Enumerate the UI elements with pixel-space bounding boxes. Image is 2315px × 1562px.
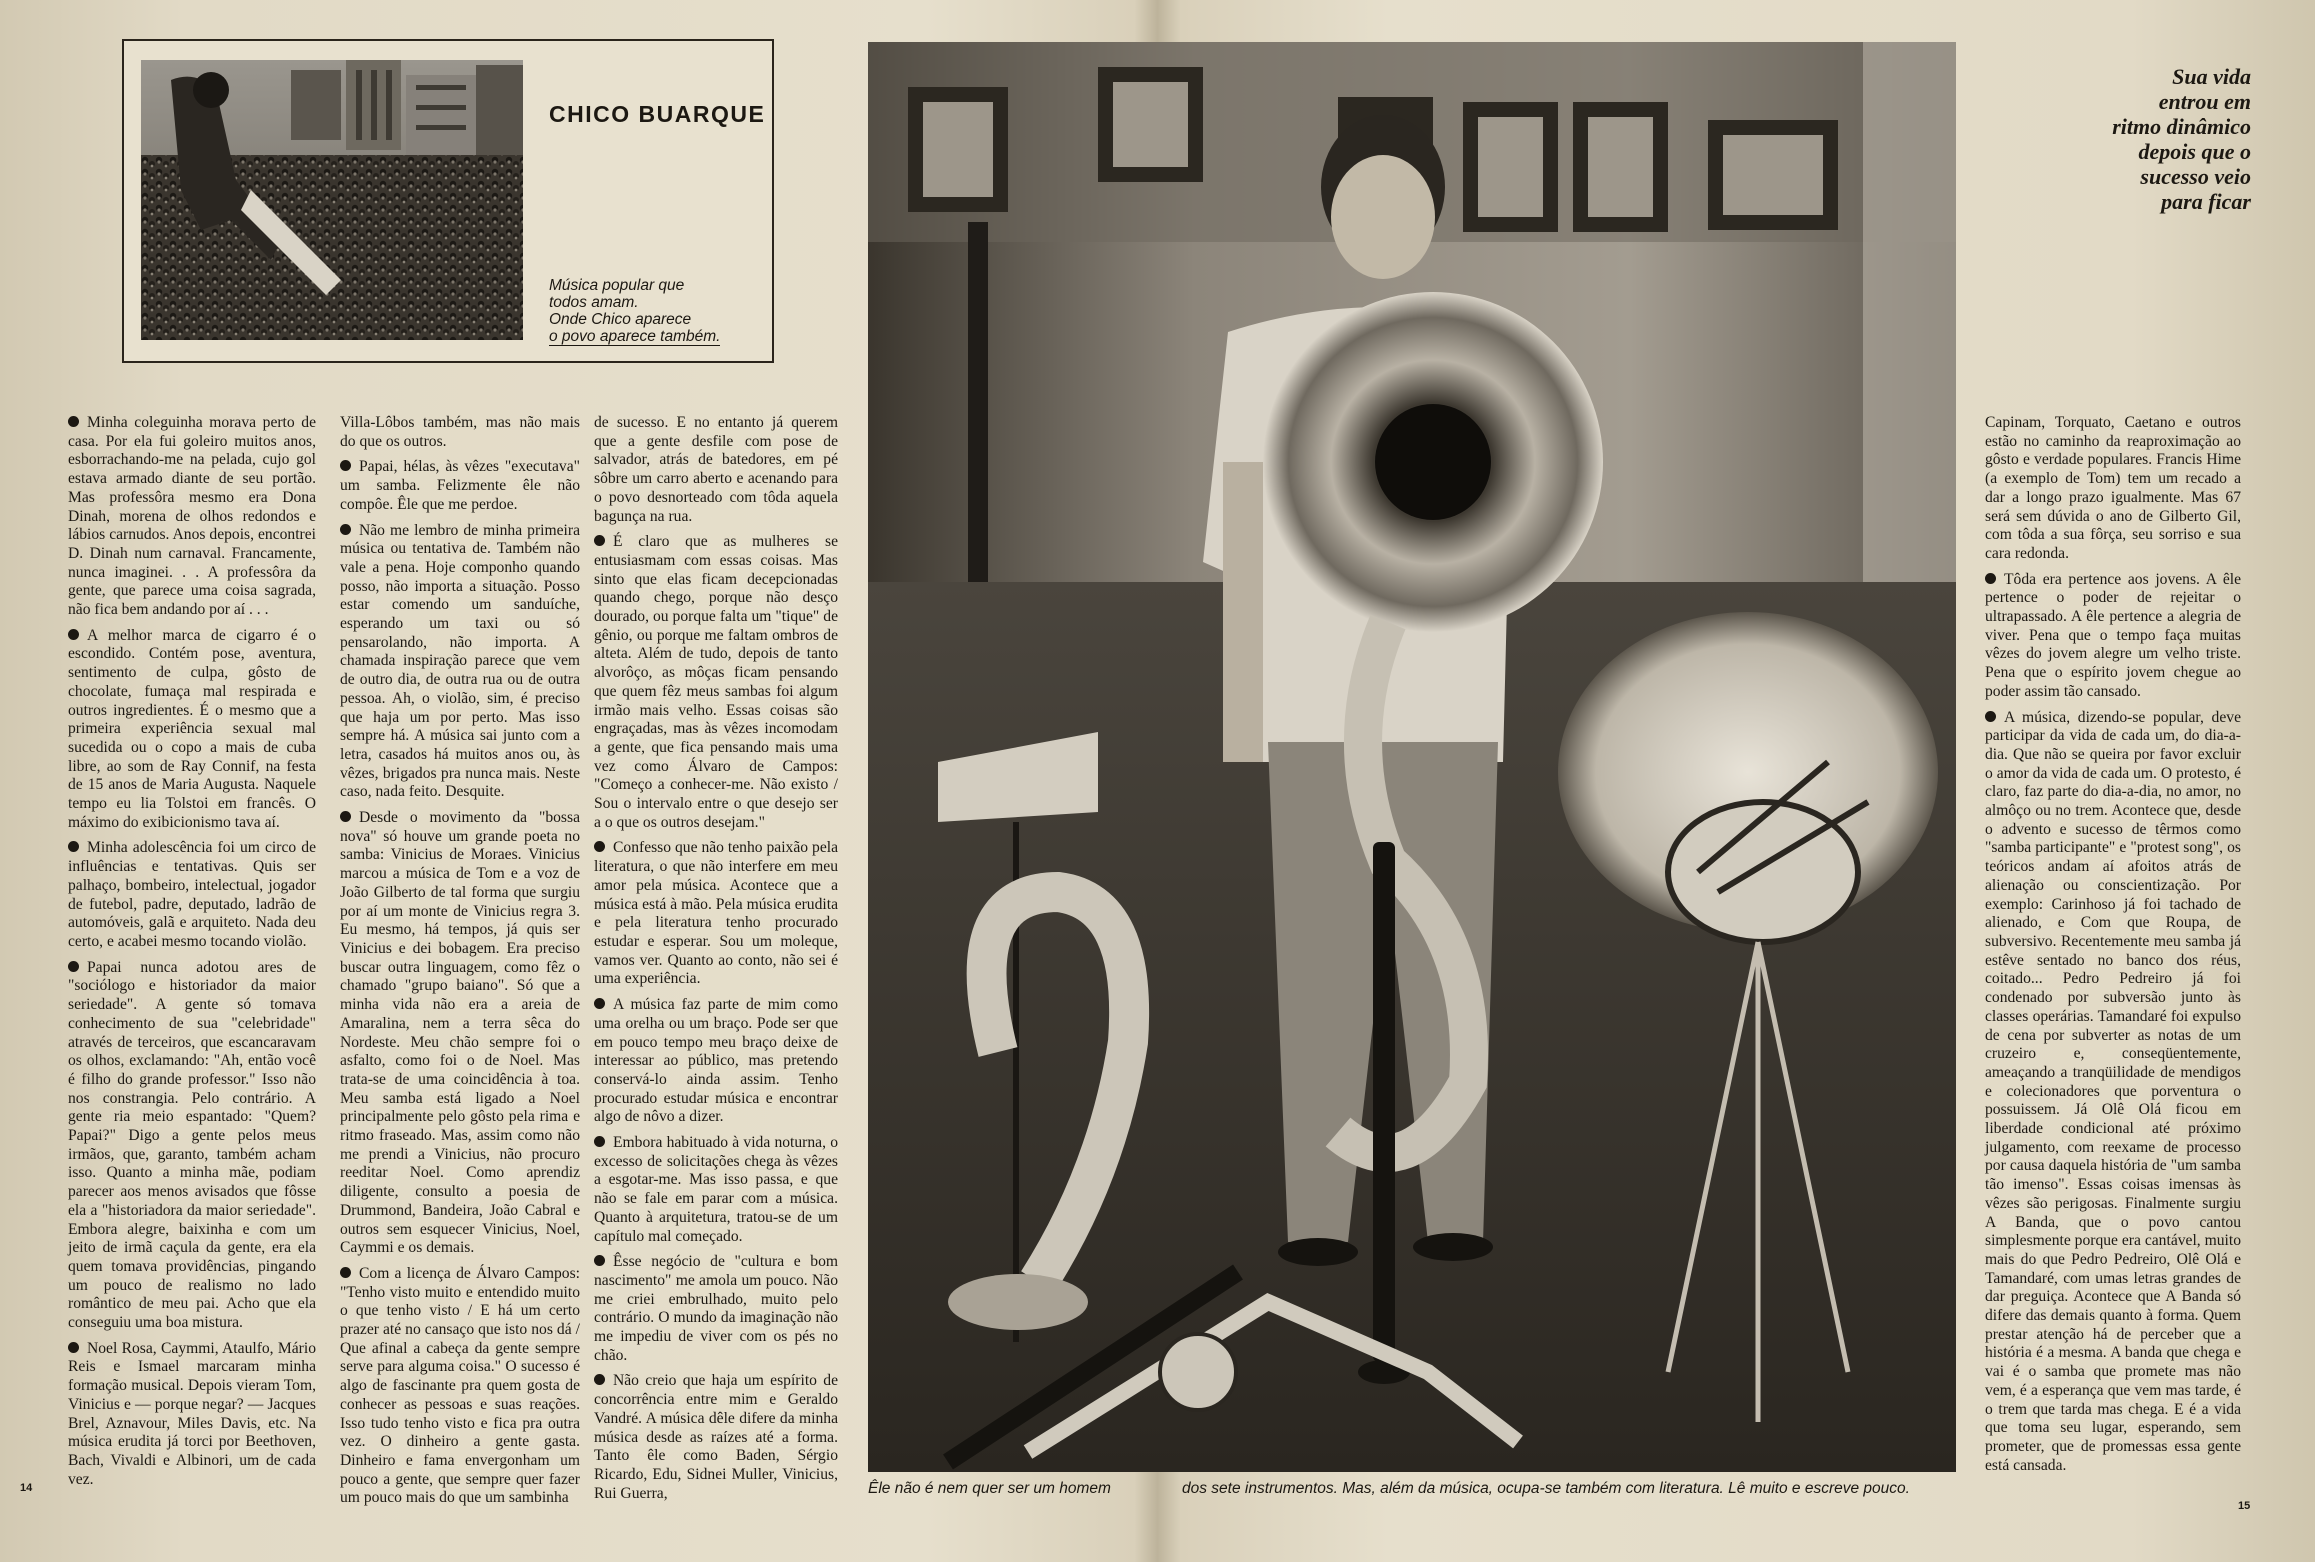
bullet-icon [68, 629, 79, 640]
crowd-photo [141, 60, 523, 340]
bullet-icon [68, 416, 79, 427]
headline-line: Sua vida [2172, 64, 2251, 89]
paragraph: Papai nunca adotou ares de "sociólogo e historiador da maior seriedade". A gente só tomava conhecimento de sua "celebridade" através de terceiros, que escancaravam os olhos, exclamando: "Ah, então você é filho do grande professor." Isso não nos constrangia. Pelo contrário. A gente ria meio espantado: "Quem? Papai?" Digo a gente pelos meus irmãos, que, garanto, também acham isso. Quanto a minha mãe, podiam parecer aos menos avisados que fôsse ela a "historiadora da maior seriedade". Embora alegre, baixinha e com um jeito de irmã caçula da gente, era ela quem tomava providências, pingando um pouco de realismo no lado romântico de meu pai. Acho que ela conseguiu uma boa mistura. [68, 958, 316, 1332]
bullet-icon [594, 1255, 605, 1266]
paragraph: de sucesso. E no entanto já querem que a gente desfile com pose de salvador, atrás de batedores, em pé sôbre um carro aberto e acenando para o povo desnorteado com tôda aquela bagunça na rua. [594, 414, 838, 525]
bullet-icon [340, 460, 351, 471]
bullet-icon [68, 1342, 79, 1353]
headline-line: depois que o [2138, 139, 2251, 164]
paragraph: Não creio que haja um espírito de concorrência entre mim e Geraldo Vandré. A música dêle difere da minha música desde as raízes até a forma. Tanto êle como Baden, Sérgio Ricardo, Edu, Sidnei Muller, Vinicius, Rui Guerra, [594, 1372, 838, 1502]
paragraph: Confesso que não tenho paixão pela literatura, o que não interfere em meu amor pela música. Acontece que a música está à mão. Pela música erudita e pela literatura tenho procurado estudar e esperar. Sou um moleque, vamos ver. Quanto ao conto, não sei é uma experiência. [594, 839, 838, 988]
bullet-icon [340, 1267, 351, 1278]
bullet-icon [594, 1136, 605, 1147]
paragraph: Minha adolescência foi um circo de influências e tentativas. Quis ser palhaço, bombeiro, intelectual, jogador de futebol, padre, deputado, ladrão de automóveis, galã e arquiteto. Nada deu certo, e acabei mesmo tocando violão. [68, 839, 316, 950]
paragraph: A música faz parte de mim como uma orelha ou um braço. Pode ser que em pouco tempo meu braço deixe de interessar ao público, mas pretendo conservá-lo ainda assim. Tenho procurado estudar música e encontrar algo de nôvo a dizer. [594, 996, 838, 1126]
paragraph: Tôda era pertence aos jovens. A êle pertence o poder de rejeitar o ultrapassado. A êle pertence a alegria de viver. Pena que o tempo faça muitas vêzes do jovem alegre um velho triste. Pena que o espírito jovem chegue ao poder assim tão cansado. [1985, 570, 2241, 700]
page-number-left: 14 [20, 1482, 33, 1494]
box-caption-line: Música popular que [549, 277, 685, 294]
bullet-icon [594, 841, 605, 852]
bullet-icon [594, 535, 605, 546]
text-column-1 [68, 414, 316, 1496]
box-caption-line: Onde Chico aparece [549, 311, 692, 328]
page-number-right: 15 [2238, 1500, 2251, 1512]
photo-caption-left: Êle não é nem quer ser um homem [868, 1480, 1111, 1497]
text-column-4 [1985, 414, 2241, 1482]
bullet-icon [1985, 711, 1996, 722]
paragraph: Capinam, Torquato, Caetano e outros estão no caminho da reaproximação ao gôsto e verdade populares. Francis Hime (a exemplo de Tom) tem um recado a dar a longo prazo igualmente. Mas 67 será sem dúvida o ano de Gilberto Gil, com tôda a sua fôrça, seu sorriso e sua cara redonda. [1985, 414, 2241, 562]
headline-line: ritmo dinâmico [2112, 114, 2251, 139]
paragraph: Não me lembro de minha primeira música ou tentativa de. Também não vale a pena. Hoje componho quando posso, não importa a situação. Posso estar comendo um sanduíche, esperando um taxi ou só pensarolando, não importa. A chamada inspiração parece que vem de outro dia, de outra rua ou de outra pessoa. Ah, o violão, sim, é preciso que haja um por perto. Mas isso sempre há. A música sai junto com a letra, casados há muitos anos ou, às vêzes, brigados pra nunca mais. Neste caso, nada feito. Desquite. [340, 521, 580, 801]
paragraph: Noel Rosa, Caymmi, Ataulfo, Mário Reis e Ismael marcaram minha formação musical. Depois vieram Tom, Vinicius e — porque negar? — Jacques Brel, Aznavour, Miles Davis, etc. Na música erudita já torci por Beethoven, Bach, Vivaldi e Albinori, um de cada vez. [68, 1339, 316, 1488]
paragraph: A melhor marca de cigarro é o escondido. Contém pose, aventura, sentimento de culpa, gôsto de chocolate, fumaça mal respirada e outros ingredientes. É o mesmo que a primeira experiência sexual mal sucedida ou o copo a mais de cuba libre, ao som de Ray Connif, na festa de 15 anos de Maria Augusta. Naquele tempo eu lia Tolstoi em francês. O máximo do exibicionismo tava aí. [68, 626, 316, 831]
bullet-icon [594, 1374, 605, 1385]
paragraph: Embora habituado à vida noturna, o excesso de solicitações chega às vêzes a esgotar-me. Mas isso passa, e que não se fale em parar com a música. Quanto à arquitetura, tratou-se de um capítulo mal começado. [594, 1134, 838, 1245]
bullet-icon [1985, 573, 1996, 584]
headline-line: para ficar [2161, 189, 2251, 214]
paragraph: Com a licença de Álvaro Campos: "Tenho visto muito e entendido muito o que tenho visto / E há um certo prazer até no cansaço que isto nos dá / Que afinal a cabeça da gente sempre serve para alguma coisa." O sucesso é algo de fascinante pra quem gosta de conhecer as pessoas e suas reações. Isso tudo tenho visto e fica pra outra vez. O dinheiro a gente gasta. Dinheiro e fama envergonham um pouco a gente, que sempre quer fazer um pouco mais do que um sambinha [340, 1264, 580, 1507]
bullet-icon [340, 524, 351, 535]
paragraph: Desde o movimento da "bossa nova" só houve um grande poeta no samba: Vinicius de Moraes. Vinicius marcou a música de Tom e a voz de João Gilberto de tal forma que surgiu por aí um monte de Vinicius regra 3. Eu mesmo, há tempos, já quis ser Vinicius e dei bobagem. Era preciso buscar outra linguagem, como fêz o chamado "grupo baiano". Só que a minha vida não era a areia de Amaralina, nem a terra sêca do Nordeste. Meu chão sempre foi o asfalto, como foi o de Noel. Mas trata-se de uma coincidência à toa. Meu samba está ligado a Noel principalmente pelo gôsto pela rima e ritmo fraseado. Mas, assim como não me prendi a Vinicius, não procuro reeditar Noel. Como aprendiz diligente, consulto a poesia de Drummond, Bandeira, João Cabral e outros sem esquecer Vinicius, Noel, Caymmi e os demais. [340, 809, 580, 1257]
paragraph: Villa-Lôbos também, mas não mais do que os outros. [340, 414, 580, 450]
paragraph: A música, dizendo-se popular, deve participar da vida de cada um, do dia-a-dia. Que não se queira por favor excluir o amor da vida de cada um. O protesto, é claro, faz parte do dia-a-dia, no amor, no almôço ou no trem. Acontece que, desde o advento e sucesso de têrmos como "samba participante" e "protest song", os teóricos andam aí afoitos atrás de alienação ou conscientização. Por exemplo: Carinhoso já foi tachado de alienado, e Com que Roupa, de subversivo. Recentemente meu samba já estêve sentado no banco dos réus, coitado... Pedro Pedreiro já foi condenado por subversão junto às classes operárias. Tamandaré foi expulso de cena por subverter as notas de um cruzeiro e, conseqüentemente, ameaçando a tranqüilidade de mendigos e colecionadores que porventura o possuissem. Já Olê Olá ficou em liberdade condicional até próximo julgamento, com reexame de processo por causa daquela história de "um samba tão imenso". Essas coisas imensas às vêzes são perigosas. Finalmente surgiu A Banda, que o povo cantou simplesmente porque era cantável, muito mais do que Pedro Pedreiro, Olê Olá e Tamandaré, com umas letras grandes de dar preguiça. Acontece que A Banda só difere das demais quanto à forma. Quem prestar atenção há de perceber que a história é a mesma. A banda que chega e vai é o samba que promete mas não vem, é a esperança que vem mas tarde, é o trem que tarda mas chega. E é a vida que toma seu lugar, esperando, sem prometer, que de promessas essa gente está cansada. [1985, 708, 2241, 1474]
text-column-2 [340, 414, 580, 1515]
paragraph: Papai, hélas, às vêzes "executava" um samba. Felizmente êle não compôe. Êle que me perdoe. [340, 458, 580, 513]
bullet-icon [340, 811, 351, 822]
box-caption-line: todos amam. [549, 294, 639, 311]
text-column-3 [594, 414, 838, 1510]
headline-line: sucesso veio [2140, 164, 2251, 189]
paragraph: É claro que as mulheres se entusiasmam com essas coisas. Mas sinto que elas ficam decepcionadas quando chego, porque não desço dourado, ou porque falta um "tique" de gênio, ou porque me faltam ombros de alteta. Além de tudo, depois de tanto alvorôço, as môças ficam pensando que quem fêz meus sambas foi algum irmão mais velho. Essas coisas são engraçadas, mas às vêzes incomodam a gente, que fica pensando mais uma vez como Álvaro de Campos: "Começo a conhecer-me. Não existo / Sou o intervalo entre o que desejo ser a o que os outros desejam." [594, 533, 838, 831]
bullet-icon [68, 961, 79, 972]
feature-box [122, 39, 774, 363]
paragraph: Minha coleguinha morava perto de casa. Por ela fui goleiro muitos anos, esborrachando-me na pelada, cujo gol estava armado diante de seu portão. Mas professôra mesmo era Dona Dinah, morena de olhos redondos e lábios carnudos. Anos depois, encontrei D. Dinah num carnaval. Francamente, nunca imaginei. . . A professôra da gente, que parece uma coisa sagrada, não fica bem andando por aí . . . [68, 414, 316, 619]
paragraph: Êsse negócio de "cultura e bom nascimento" me amola um pouco. Não me criei embrulhado, muito pelo contrário. O mundo da imaginação não me impediu de viver com os pés no chão. [594, 1253, 838, 1364]
main-photo [868, 42, 1956, 1472]
photo-caption-right: dos sete instrumentos. Mas, além da música, ocupa-se também com literatura. Lê muito e escreve pouco. [1182, 1480, 1910, 1497]
bullet-icon [68, 841, 79, 852]
box-caption [549, 277, 720, 346]
box-title: CHICO BUARQUE [549, 101, 766, 127]
headline-line: entrou em [2158, 89, 2251, 114]
box-caption-line: o povo aparece também. [549, 328, 721, 345]
headline [1985, 64, 2251, 214]
bullet-icon [594, 998, 605, 1009]
